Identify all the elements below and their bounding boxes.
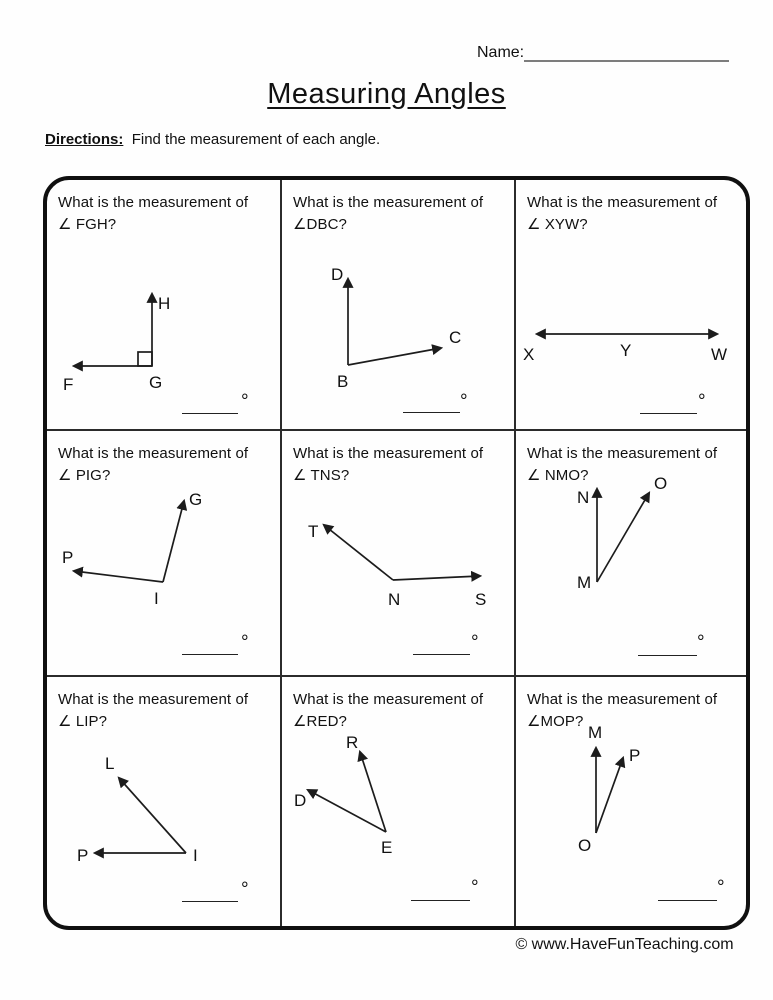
question-text: What is the measurement of ∠ NMO? — [527, 445, 718, 484]
point-label: D — [294, 791, 307, 810]
directions-label: Directions: — [45, 131, 124, 148]
question-text: What is the measurement of ∠ FGH? — [58, 194, 249, 233]
problem-cell-tns — [282, 431, 514, 675]
question-text: What is the measurement of ∠MOP? — [527, 691, 718, 730]
point-label: M — [577, 573, 592, 592]
point-label: E — [381, 838, 393, 857]
page-title: Measuring Angles — [267, 78, 506, 110]
point-label: P — [62, 548, 74, 567]
answer-blank — [403, 412, 460, 413]
copyright-text: © www.HaveFunTeaching.com — [515, 936, 734, 953]
question-text: What is the measurement of ∠ XYW? — [527, 194, 718, 233]
problem-cell-pig — [47, 431, 280, 675]
answer-blank — [182, 413, 238, 414]
problem-cell-xyw — [516, 180, 746, 429]
answer-blank — [182, 654, 238, 655]
degree-symbol: ° — [471, 632, 479, 653]
point-label: R — [346, 733, 359, 752]
point-label: Y — [620, 341, 632, 360]
degree-symbol: ° — [241, 391, 249, 412]
problem-cell-red — [282, 677, 514, 926]
point-label: P — [629, 746, 641, 765]
right-angle-marker — [138, 352, 152, 366]
directions — [45, 131, 380, 148]
point-label: O — [578, 836, 592, 855]
degree-symbol: ° — [241, 879, 249, 900]
question-text: What is the measurement of ∠ LIP? — [58, 691, 249, 730]
point-label: I — [154, 589, 159, 608]
question-text: What is the measurement of ∠ TNS? — [293, 445, 484, 484]
question-text: What is the measurement of ∠RED? — [293, 691, 484, 730]
directions-text: Find the measurement of each angle. — [131, 131, 381, 148]
point-label: B — [337, 372, 349, 391]
answer-blank — [640, 413, 697, 414]
point-label: L — [105, 754, 115, 773]
point-label: C — [449, 328, 462, 347]
answer-blank — [182, 901, 238, 902]
point-label: G — [149, 373, 163, 392]
question-text: What is the measurement of ∠ PIG? — [58, 445, 249, 484]
degree-symbol: ° — [460, 391, 468, 412]
problem-cell-fgh — [47, 180, 280, 429]
name-blank-line — [524, 42, 729, 62]
point-label: F — [63, 375, 74, 394]
point-label: N — [388, 590, 401, 609]
point-label: P — [77, 846, 89, 865]
point-label: N — [577, 488, 590, 507]
answer-blank — [658, 900, 717, 901]
problem-cell-nmo — [516, 431, 746, 675]
point-label: O — [654, 474, 668, 493]
point-label: X — [523, 345, 535, 364]
answer-blank — [413, 654, 470, 655]
answer-blank — [411, 900, 470, 901]
name-label: Name: — [477, 44, 525, 61]
question-text: What is the measurement of ∠DBC? — [293, 194, 484, 233]
point-label: S — [475, 590, 487, 609]
point-label: M — [588, 723, 603, 742]
degree-symbol: ° — [717, 877, 725, 898]
point-label: T — [308, 522, 319, 541]
point-label: D — [331, 265, 344, 284]
degree-symbol: ° — [471, 877, 479, 898]
degree-symbol: ° — [697, 632, 705, 653]
answer-blank — [638, 655, 697, 656]
point-label: G — [189, 490, 203, 509]
degree-symbol: ° — [698, 391, 706, 412]
problem-cell-dbc — [282, 180, 514, 429]
problem-cell-lip — [47, 677, 280, 926]
degree-symbol: ° — [241, 632, 249, 653]
problem-cell-mop — [516, 677, 746, 926]
point-label: H — [158, 294, 171, 313]
point-label: W — [711, 345, 728, 364]
point-label: I — [193, 846, 198, 865]
